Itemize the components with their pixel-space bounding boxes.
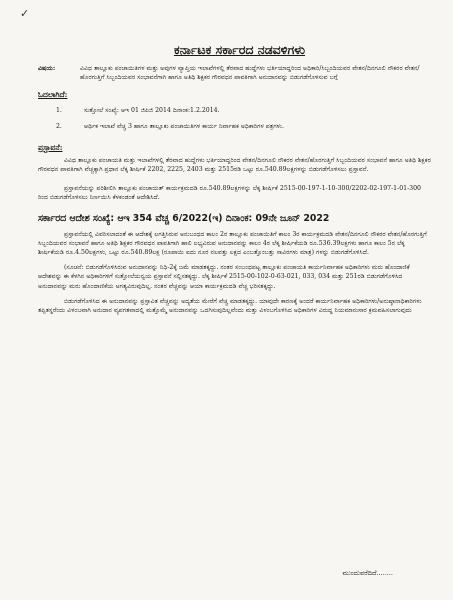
document-title: ಕರ್ನಾಟಕ ಸರ್ಕಾರದ ನಡವಳಿಗಳು: [173, 42, 306, 57]
references-heading: ಓದಲಾಗಿದೆ:: [38, 90, 68, 100]
subject-row: [38, 64, 431, 82]
preamble-heading: ಪ್ರಸ್ತಾವನೆ:: [38, 142, 63, 152]
reference-number: 2.: [56, 122, 62, 130]
subject-label: ವಿಷಯ:: [38, 65, 56, 72]
reference-text: ಸುತ್ತೋಲೆ ಸಂಖ್ಯೆ: ಆಇ 01 ಜಿಪಿಜಿ 2014 ದಿನಾಂಕ:1.2.2014.: [84, 107, 220, 115]
reference-number: 1.: [56, 107, 62, 115]
reference-text: ಆರ್ಥಿಕ ಇಲಾಖೆ ವೆಚ್ಚ 3 ಹಾಗೂ ತಾಲ್ಲೂಕು ಪಂಚಾಯಿತಿಗಳ ಕಾರ್ಯ ನಿರ್ವಾಹಕ ಅಧಿಕಾರಿಗಳ ಪತ್ರಗಳು.: [84, 122, 284, 130]
reference-item: [56, 106, 431, 115]
subject-text: ವಿವಿಧ ತಾಲ್ಲೂಕು ಪಂಚಾಯಿತಿಗಳ ಮತ್ತು ಅವುಗಳ ವ್ಯಾಪ್ತಿಯ ಇಲಾಖೆಗಳಲ್ಲಿ ತೆರವಾದ ಹುದ್ದೆಗಳು ಭರ್ತಿಯಾದ್ದರಿಂದ ಅಧಿಕಾರಿ/ಸಿಬ್ಬಂದಿಯವರ ವೇತನ/ದಿನಗೂಲಿ ನೌಕರರ ವೇತನ/ಹೊರಗುತ್ತಿಗೆ ಸಿಬ್ಬಂದಿಯವರ ಸಂಭಾವನೆಗಾಗಿ ಹಾಗೂ ಅತಿಥಿ ಶಿಕ್ಷಕರ ಗೌರವಧನ ಪಾವತಿಗಾಗಿ ಅನುದಾನವನ್ನು ಬಿಡುಗಡೆಗೊಳಿಸುವ ಬಗ್ಗೆ: [80, 65, 420, 82]
order-paragraph: (ಸೂಚನೆ: ಬಿಡುಗಡೆಗೊಳಿಸಿರುವ ಅನುದಾನವನ್ನು ನಿಧಿ-2ಕ್ಕೆ ಜಮೆ ಮಾಡತಕ್ಕದ್ದು. ನಂತರ ಸಂಬಂಧಪಟ್ಟ ತಾಲ್ಲೂಕು ಪಂಚಾಯತಿ ಕಾರ್ಯನಿರ್ವಾಹಕ ಅಧಿಕಾರಿಗಳು ಮರು ಹೊಂದಾಣಿಕೆ ಆದೇಶವನ್ನು ಈ ಕೆಳಗಿನ ಅಧಿಕಾರಿಗಳಿಗೆ ಸುತ್ತೋಲೆಯನ್ವಯ ಪ್ರಸ್ತಾವನೆ ಸಲ್ಲಿಸತಕ್ಕದ್ದು. ಲೆಕ್ಕ ಶೀರ್ಷಿಕೆ 2515-00-102-0-63-021, 033, 034 ಮತ್ತು 251ರಡಿ ಬಿಡುಗಡೆಗೊಳಿಸಿದ ಅನುದಾನವನ್ನು ಮರು ಹೊಂದಾಣಿಕೆಯ ಅಗತ್ಯವಿರುವುದಿಲ್ಲ. ನಂತರ ವೆಚ್ಚವನ್ನು ಆಯಾ ಕಾರ್ಯಕ್ರಮದಡಿ ವೆಚ್ಚ ಭರಿಸತಕ್ಕದ್ದು.: [38, 264, 410, 290]
order-paragraph: ಬಿಡುಗಡೆಗೊಳಿಸಿದ ಈ ಅನುದಾನವನ್ನು ಪ್ರಸ್ತಾವಿತ ವೆಚ್ಚವನ್ನು ಅದ್ಯತೆಯ ಮೇರೆಗೆ ವೆಚ್ಚ ಮಾಡತಕ್ಕದ್ದು. ಯಾವುದೇ ಕಾರಣಕ್ಕೆ ಅಂದರೆ ಕಾರ್ಯನಿರ್ವಾಹಕ ಅಧಿಕಾರಿಗಳು/ಅನುಷ್ಠಾನಾಧಿಕಾರಿಗಳು ತಪ್ಪಿತಸ್ಥರೆಂದು ವಿಳಂಬವಾಗಿ ಅನುದಾನ ವ್ಯಪಗತವಾದಲ್ಲಿ ಮತ್ತೊಮ್ಮೆ ಅನುದಾನವನ್ನು ಒದಗಿಸುವುದಿಲ್ಲವೆಂದು ಮತ್ತು ವಿಳಂಬಗೊಳಿಸಿದ ಅಧಿಕಾರಿಗಳ ವಿರುದ್ಧ ನಿಯಮಾನುಸಾರ ಕ್ರಮವಹಿಸಲಾಗುವುದು: [38, 297, 422, 315]
reference-item: [56, 122, 431, 131]
preamble-paragraph: ವಿವಿಧ ತಾಲ್ಲೂಕು ಪಂಚಾಯತಿ ಮತ್ತು ಇಲಾಖೆಗಳಲ್ಲಿ ತೆರವಾದ ಹುದ್ದೆಗಳು ಭರ್ತಿಯಾದ್ದರಿಂದ ವೇತನ/ದಿನಗೂಲಿ ನೌಕರರ ವೇತನ/ಹೊರಗುತ್ತಿಗೆ ಸಿಬ್ಬಂದಿಯವರ ಸಂಭಾವನೆ ಹಾಗೂ ಅತಿಥಿ ಶಿಕ್ಷಕರ ಗೌರವಧನ ಪಾವತಿಗಾಗಿ ವೆಚ್ಚಕ್ಕಾಗಿ ಪ್ರಧಾನ ಲೆಕ್ಕ ಶೀರ್ಷಿಕೆ 2202, 2225, 2403 ಮತ್ತು 2515ರಡಿ ಒಟ್ಟು ರೂ.540.89ಲಕ್ಷಗಳನ್ನು ಬಿಡುಗಡೆಗೊಳಿಸಲು ಪ್ರಸ್ತಾವನೆ.: [38, 156, 431, 174]
order-paragraph: ಪ್ರಸ್ತಾವನೆಯಲ್ಲಿ ವಿವರಿಸಲಾದಂತೆ ಈ ಆದೇಶಕ್ಕೆ ಲಗತ್ತಿಸಿರುವ ಅನುಬಂಧದ ಕಾಲಂ 2ರ ತಾಲ್ಲೂಕು ಪಂಚಾಯಿತಿಗೆ ಕಾಲಂ 3ರ ಕಾರ್ಯಕ್ರಮದಡಿ ವೇತನ/ದಿನಗೂಲಿ ನೌಕರರ ವೇತನ/ಹೊರಗುತ್ತಿಗೆ ಸಿಬ್ಬಂದಿಯವರ ಸಂಭಾವನೆ ಹಾಗೂ ಅತಿಥಿ ಶಿಕ್ಷಕರ ಗೌರವಧನ ಪಾವತಿಗಾಗಿ ಹಾಲಿ ಲಭ್ಯವಿರುವ ಅನುದಾನವನ್ನು ಕಾಲಂ 4ರ ಲೆಕ್ಕ ಶೀರ್ಷಿಕೆಯಡಿ ರೂ.536.39ಲಕ್ಷಗಳು ಹಾಗೂ ಕಾಲಂ 5ರ ಲೆಕ್ಕ ಶೀರ್ಷಿಕೆಯಡಿ ರೂ.4.50ಲಕ್ಷಗಳು, ಒಟ್ಟು ರೂ.540.89ಲಕ್ಷ (ರೂಪಾಯಿ ಐದು ನೂರ ನಲವತ್ತು ಲಕ್ಷದ ಎಂಬತ್ತೊಂಬತ್ತು ಸಾವಿರಗಳು ಮಾತ್ರ) ಗಳನ್ನು ಬಿಡುಗಡೆಗೊಳಿಸಿದೆ.: [38, 230, 427, 257]
check-mark: ✓: [20, 7, 30, 20]
continued-note: ಮುಂದುವರೆದಿದೆ........: [342, 569, 393, 577]
preamble-paragraph: ಪ್ರಸ್ತಾವನೆಯನ್ನು ಪರಿಶೀಲಿಸಿ ತಾಲ್ಲೂಕು ಪಂಚಾಯತ್ ಕಾರ್ಯಕ್ರಮದಡಿ ರೂ.540.89ಲಕ್ಷಗಳನ್ನು ಲೆಕ್ಕ ಶೀರ್ಷಿಕೆ 2515-00-197-1-10-300/2202-02-197-1-01-300 ರಿಂದ ಬಿಡುಗಡೆಗೊಳಿಸಲು ನಿರ್ಣಯಿಸಿ ಕೆಳಕಂಡಂತೆ ಆದೇಶಿಸಿದೆ.: [38, 185, 421, 202]
order-heading: ಸರ್ಕಾರದ ಆದೇಶ ಸಂಖ್ಯೆ: ಆಇ 354 ವೆಚ್ಚ 6/2022(ಇ) ದಿನಾಂಕ: 09ನೇ ಜೂನ್ 2022: [38, 212, 330, 224]
